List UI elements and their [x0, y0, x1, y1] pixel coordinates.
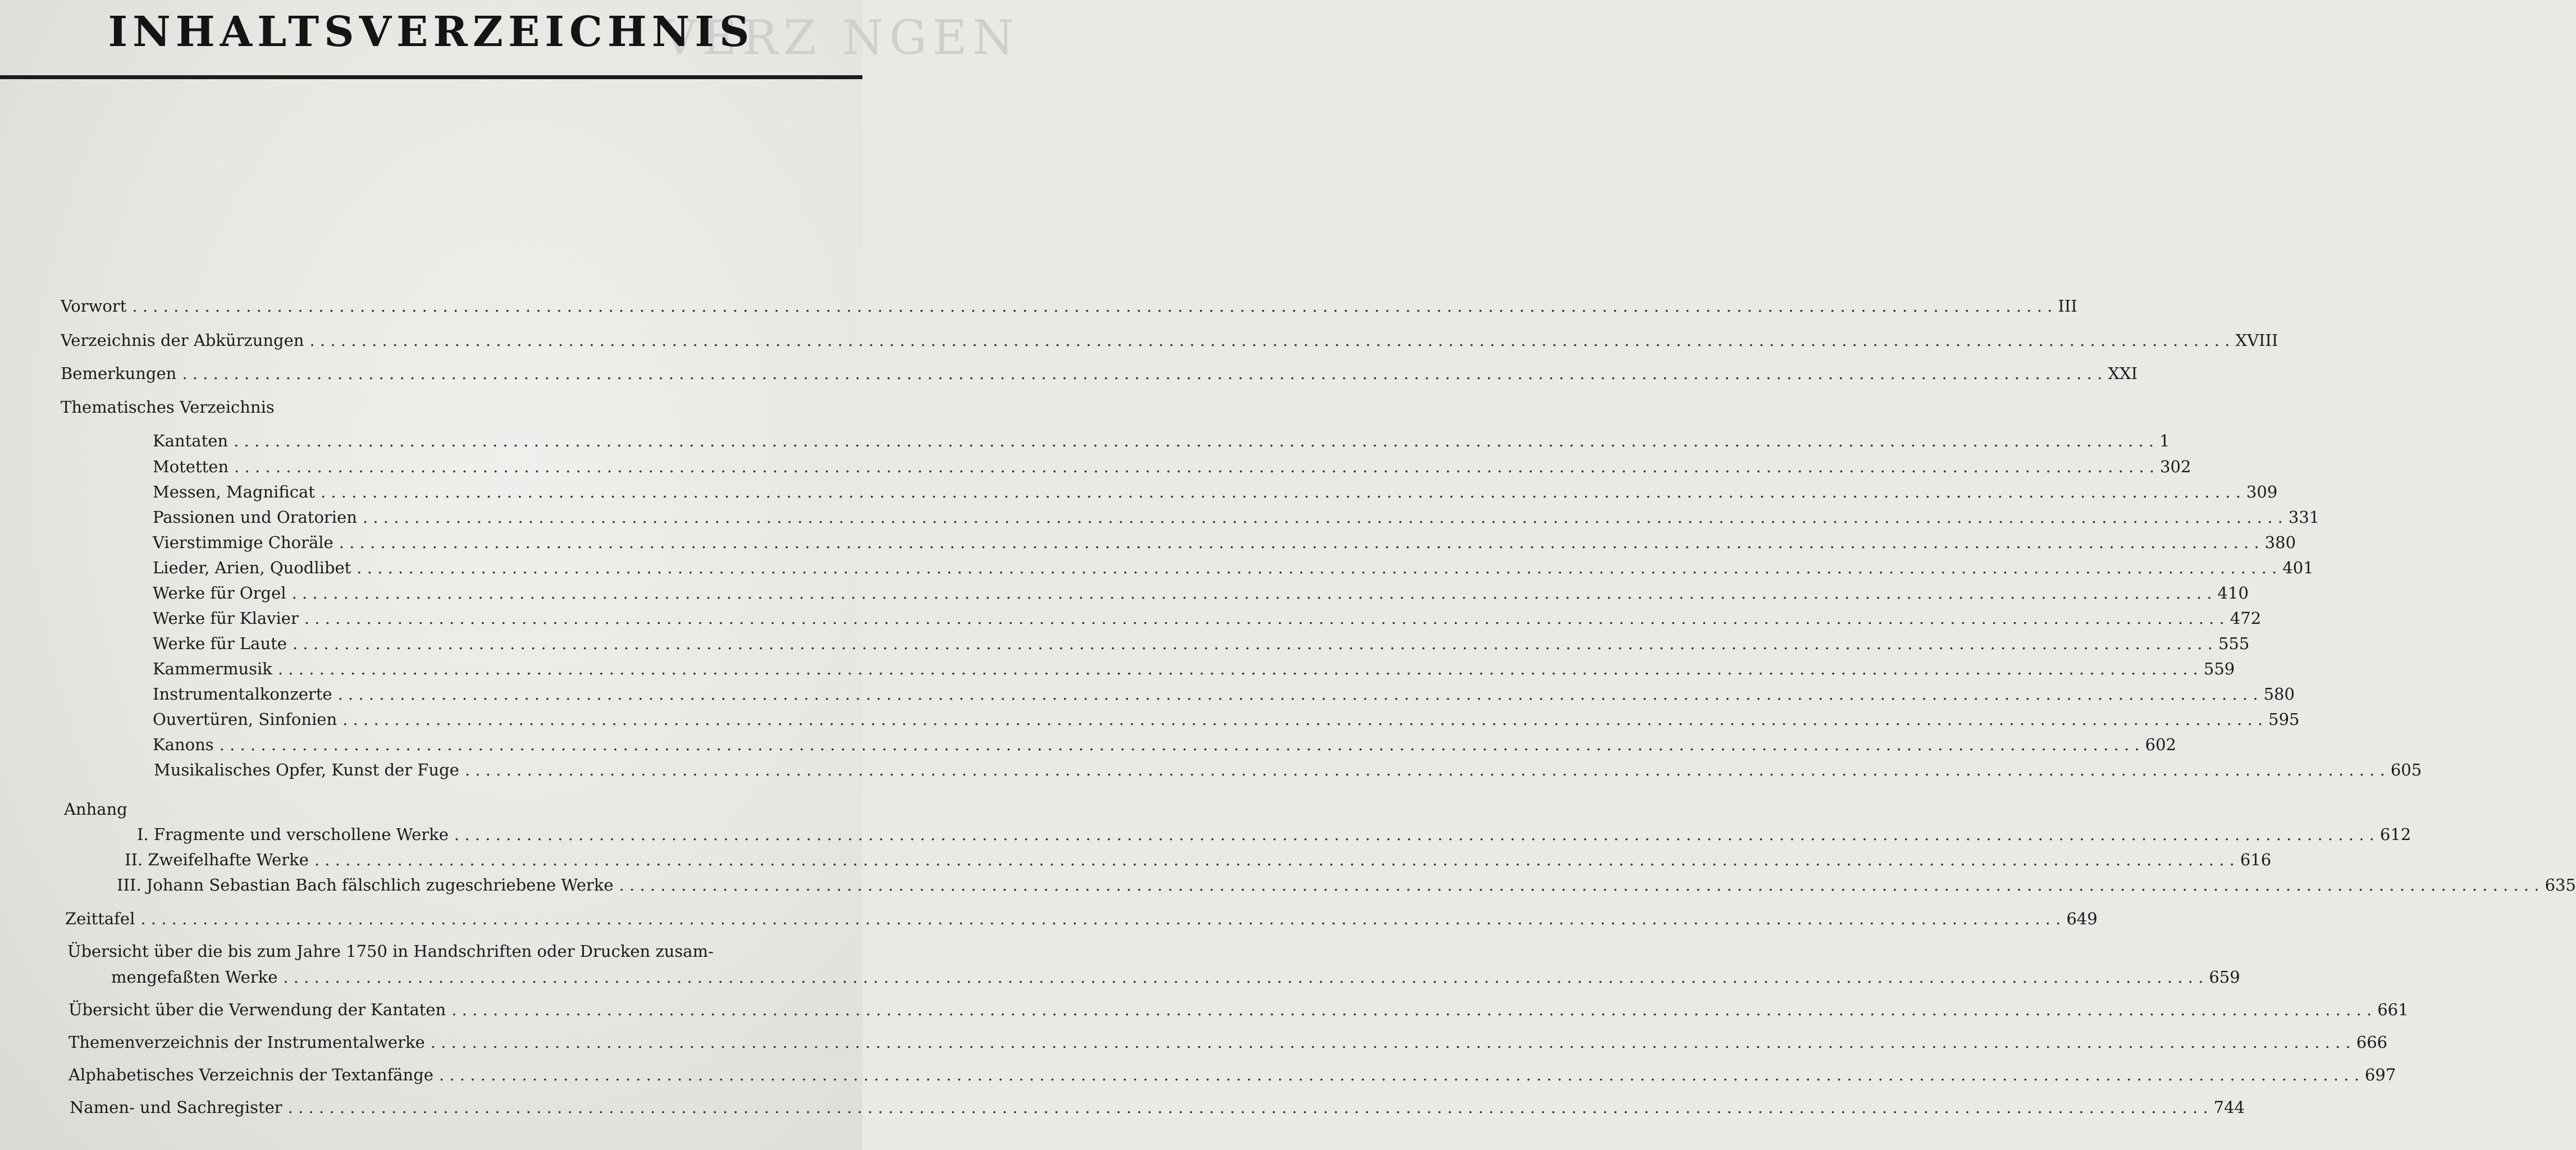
section-heading-anhang: Anhang — [64, 800, 127, 819]
toc-entry — [153, 506, 2320, 528]
toc-entry-label: Vierstimmige Choräle — [153, 533, 334, 552]
toc-entry — [153, 481, 2278, 503]
toc-entry-vorwort — [61, 295, 2077, 317]
toc-entry-label: Vorwort — [61, 296, 127, 316]
toc-entry — [153, 683, 2295, 705]
toc-entry-page: 697 — [2364, 1065, 2396, 1084]
toc-entry-verwendung-kantaten — [68, 998, 2409, 1021]
toc-entry-label: Alphabetisches Verzeichnis der Textanfänge — [68, 1065, 433, 1084]
toc-entry-page: 401 — [2282, 558, 2314, 577]
toc-entry — [153, 531, 2296, 554]
leader-dots — [182, 362, 2102, 385]
leader-dots — [321, 481, 2241, 503]
toc-entry — [153, 556, 2314, 579]
toc-entry-label: Ouvertüren, Sinfonien — [153, 710, 337, 729]
toc-entry-page: 744 — [2213, 1098, 2245, 1117]
toc-entry — [153, 430, 2170, 452]
toc-entry-label: Lieder, Arien, Quodlibet — [153, 558, 351, 577]
toc-entry-label: II. Zweifelhafte Werke — [125, 850, 309, 869]
toc-entry-page: 635 — [2545, 875, 2576, 895]
toc-entry — [117, 874, 2576, 896]
leader-dots — [309, 329, 2230, 352]
leader-dots — [339, 531, 2259, 554]
toc-entry-themenverzeichnis — [68, 1031, 2388, 1053]
toc-entry-page: III — [2058, 296, 2077, 316]
toc-entry-register — [70, 1096, 2245, 1119]
toc-entry-page: 616 — [2240, 850, 2272, 869]
leader-dots — [363, 506, 2283, 528]
toc-entry — [137, 823, 2411, 846]
leader-dots — [234, 455, 2154, 478]
toc-entry — [153, 607, 2262, 629]
toc-entry-page: 331 — [2288, 508, 2320, 527]
toc-entry-page: 302 — [2160, 457, 2191, 476]
toc-entry-abkuerzungen — [61, 329, 2278, 352]
toc-entry-bemerkungen — [61, 362, 2138, 385]
toc-entry — [153, 733, 2176, 756]
toc-entry-label: Passionen und Oratorien — [153, 508, 357, 527]
toc-entry-label: Themenverzeichnis der Instrumentalwerke — [68, 1033, 425, 1052]
toc-entry-page: 559 — [2203, 659, 2235, 678]
toc-entry-page: 666 — [2356, 1033, 2388, 1052]
leader-dots — [132, 295, 2052, 317]
toc-entry — [153, 708, 2300, 731]
leader-dots — [234, 430, 2154, 452]
toc-entry-zeittafel — [65, 907, 2098, 930]
toc-entry-page: 580 — [2263, 684, 2295, 704]
leader-dots — [314, 848, 2235, 871]
toc-entry-page: 605 — [2390, 760, 2422, 779]
leader-dots — [338, 683, 2258, 705]
toc-entry-label: Instrumentalkonzerte — [153, 684, 332, 704]
leader-dots — [451, 998, 2372, 1021]
toc-entry-page: 472 — [2230, 609, 2262, 628]
toc-entry-page: 659 — [2209, 968, 2240, 987]
toc-entry — [153, 632, 2250, 655]
toc-entry-label: Bemerkungen — [61, 364, 177, 383]
toc-entry-page: 595 — [2268, 710, 2300, 729]
leader-dots — [304, 607, 2225, 629]
leader-dots — [357, 556, 2277, 579]
page-title: INHALTSVERZEICHNIS — [108, 8, 755, 56]
toc-entry-label: III. Johann Sebastian Bach fälschlich zugeschriebene Werke — [117, 875, 614, 895]
toc-entry-page: XXI — [2108, 364, 2138, 383]
toc-entry-page: XVIII — [2235, 331, 2278, 350]
toc-entry-label: Messen, Magnificat — [153, 482, 315, 501]
toc-entry-label: I. Fragmente und verschollene Werke — [137, 825, 449, 844]
toc-entry — [125, 848, 2272, 871]
toc-entry-label: Motetten — [153, 457, 229, 476]
toc-entry-label: Musikalisches Opfer, Kunst der Fuge — [154, 760, 459, 779]
section-heading-thematisch: Thematisches Verzeichnis — [61, 398, 275, 417]
toc-entry-label-line1: Übersicht über die bis zum Jahre 1750 in Handschriften oder Drucken zusam- — [67, 942, 714, 961]
toc-entry-label: Verzeichnis der Abkürzungen — [61, 331, 304, 350]
toc-entry — [154, 759, 2422, 781]
toc-entry-textanfaenge — [68, 1064, 2396, 1086]
toc-entry-page: 602 — [2145, 735, 2176, 754]
toc-entry-label: Kammermusik — [153, 659, 272, 678]
toc-entry-page: 410 — [2217, 583, 2249, 603]
toc-entry-page: 661 — [2377, 1000, 2409, 1019]
leader-dots — [465, 759, 2385, 781]
toc-entry-label: Namen- und Sachregister — [70, 1098, 282, 1117]
toc-entry-label: Übersicht über die Verwendung der Kantaten — [68, 1000, 446, 1019]
toc-entry-page: 1 — [2159, 431, 2170, 450]
toc-entry — [153, 658, 2235, 680]
bleed-through-text: VERZ NGEN — [663, 10, 1020, 65]
leader-dots — [288, 1096, 2208, 1119]
toc-entry-page: 555 — [2218, 634, 2250, 653]
toc-entry-label: Kantaten — [153, 431, 229, 450]
leader-dots — [220, 733, 2140, 756]
toc-entry-label: Werke für Orgel — [153, 583, 286, 603]
toc-entry-page: 649 — [2066, 909, 2098, 928]
toc-entry-label: Werke für Laute — [153, 634, 287, 653]
leader-dots — [342, 708, 2263, 731]
leader-dots — [431, 1031, 2351, 1053]
leader-dots — [140, 907, 2061, 930]
toc-entry-label: Kanons — [153, 735, 214, 754]
leader-dots — [439, 1064, 2359, 1086]
toc-entry — [153, 582, 2249, 604]
toc-entry — [153, 455, 2191, 478]
toc-entry-label: mengefaßten Werke — [111, 968, 278, 987]
leader-dots — [619, 874, 2540, 896]
toc-entry-page: 309 — [2246, 482, 2278, 501]
leader-dots — [293, 632, 2213, 655]
toc-entry-label: Werke für Klavier — [153, 609, 299, 628]
leader-dots — [278, 658, 2198, 680]
toc-entry-page: 380 — [2264, 533, 2296, 552]
toc-entry-uebersicht-1750 — [111, 966, 2240, 988]
toc-entry-label: Zeittafel — [65, 909, 135, 928]
toc-entry-page: 612 — [2379, 825, 2411, 844]
leader-dots — [292, 582, 2212, 604]
leader-dots — [283, 966, 2203, 988]
leader-dots — [454, 823, 2374, 846]
